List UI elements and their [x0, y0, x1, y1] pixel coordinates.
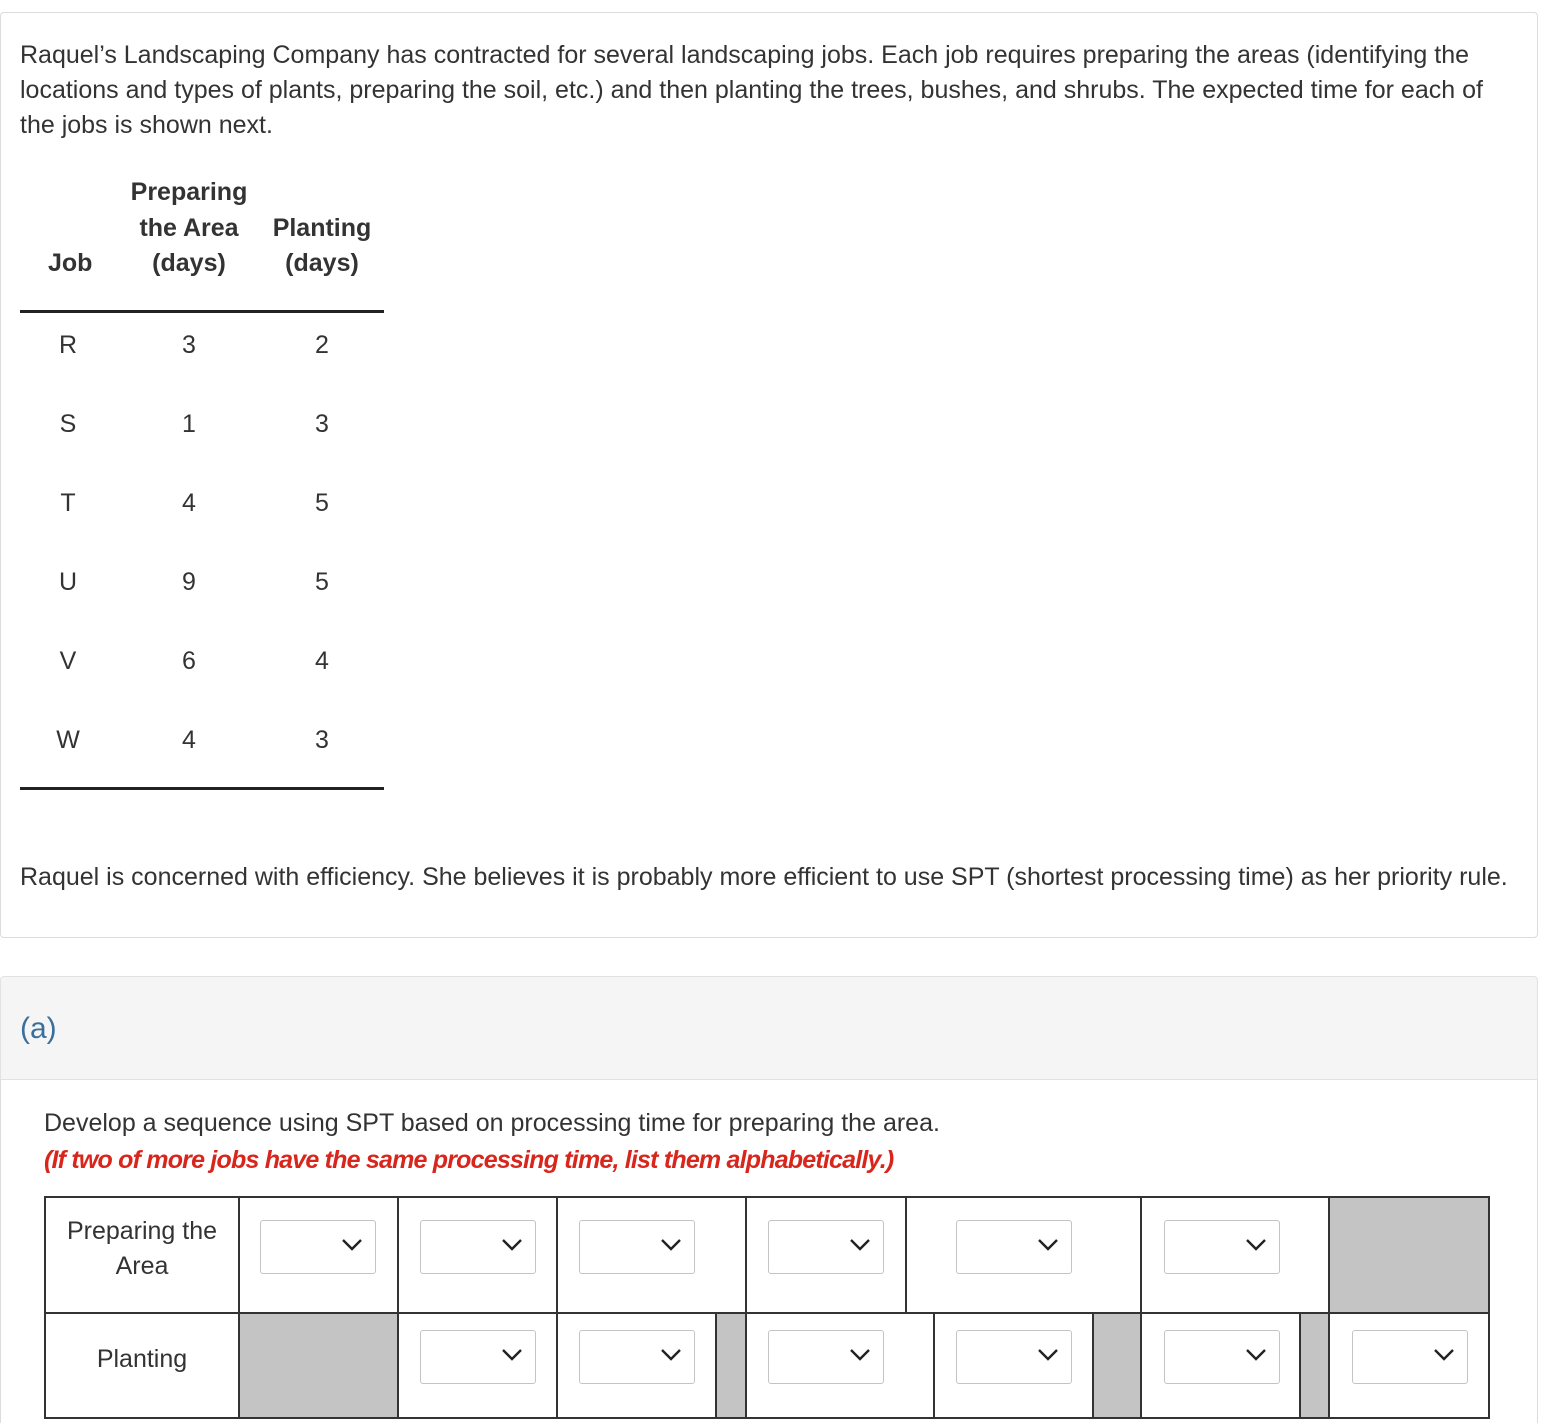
table-cell-plant: 5: [315, 489, 329, 517]
chevron-down-icon: [660, 1238, 682, 1252]
chevron-down-icon: [1037, 1348, 1059, 1362]
chevron-down-icon: [501, 1348, 523, 1362]
table-cell-job: R: [58, 331, 78, 359]
table-cell-plant: 4: [315, 647, 329, 675]
sequence-dropdown[interactable]: [1164, 1330, 1280, 1384]
col-divider: [556, 1198, 558, 1417]
sequence-dropdown[interactable]: [579, 1330, 695, 1384]
gray-cell: [1330, 1198, 1488, 1312]
gray-cell: [1094, 1314, 1140, 1417]
table-cell-job: W: [56, 726, 80, 754]
gray-cell: [717, 1314, 745, 1417]
table-cell-prep: 1: [182, 410, 196, 438]
col-divider: [715, 1312, 717, 1417]
row-label-preparing-line2: Area: [115, 1252, 169, 1280]
col-divider: [397, 1198, 399, 1417]
chevron-down-icon: [1037, 1238, 1059, 1252]
chevron-down-icon: [849, 1238, 871, 1252]
row-divider: [46, 1312, 1488, 1314]
header-plant-line1: Planting: [272, 214, 372, 242]
header-job: Job: [48, 249, 93, 277]
sequence-dropdown[interactable]: [768, 1330, 884, 1384]
part-label: (a): [20, 1012, 57, 1045]
table-bottom-rule: [20, 787, 384, 790]
sequence-dropdown[interactable]: [420, 1330, 536, 1384]
table-cell-prep: 3: [182, 331, 196, 359]
chevron-down-icon: [1245, 1238, 1267, 1252]
header-plant-line2: (days): [285, 249, 359, 277]
table-cell-plant: 3: [315, 726, 329, 754]
chevron-down-icon: [1245, 1348, 1267, 1362]
table-cell-plant: 2: [315, 331, 329, 359]
col-divider: [238, 1198, 240, 1417]
table-cell-job: S: [59, 410, 77, 438]
table-cell-prep: 9: [182, 568, 196, 596]
chevron-down-icon: [849, 1348, 871, 1362]
sequence-dropdown[interactable]: [579, 1220, 695, 1274]
sequence-table: [44, 1196, 1490, 1419]
col-divider: [1092, 1312, 1094, 1417]
sequence-dropdown[interactable]: [956, 1330, 1072, 1384]
chevron-down-icon: [1433, 1348, 1455, 1362]
table-cell-job: V: [59, 647, 77, 675]
chevron-down-icon: [501, 1238, 523, 1252]
col-divider: [745, 1312, 747, 1417]
sequence-dropdown[interactable]: [1164, 1220, 1280, 1274]
col-divider: [745, 1198, 747, 1312]
table-cell-prep: 4: [182, 489, 196, 517]
col-divider: [933, 1312, 935, 1417]
concern-text: Raquel is concerned with efficiency. She believes it is probably more efficient to use SPT (shortest processing time) as her priority rule.: [20, 863, 1508, 891]
table-top-rule: [20, 310, 384, 313]
gray-cell: [1301, 1314, 1328, 1417]
table-cell-job: U: [58, 568, 78, 596]
col-divider: [905, 1198, 907, 1312]
sequence-dropdown[interactable]: [956, 1220, 1072, 1274]
header-prep-line1: Preparing: [130, 178, 248, 206]
sequence-dropdown[interactable]: [260, 1220, 376, 1274]
table-cell-prep: 4: [182, 726, 196, 754]
sequence-dropdown[interactable]: [420, 1220, 536, 1274]
col-divider: [1328, 1198, 1330, 1417]
row-label-planting: Planting: [96, 1345, 188, 1373]
intro-text: Raquel’s Landscaping Company has contracted for several landscaping jobs. Each job requires preparing the areas (identifying the locations and types of plants, preparing the soil, etc.) and then planting the trees, bushes, and shrubs. The expected time for each of the jobs is shown next.: [20, 41, 1483, 139]
header-prep-line3: (days): [152, 249, 226, 277]
part-header: [0, 976, 1538, 1080]
table-cell-plant: 3: [315, 410, 329, 438]
col-divider: [1299, 1312, 1301, 1417]
question-note: (If two of more jobs have the same processing time, list them alphabetically.): [44, 1146, 894, 1174]
problem-card: [0, 12, 1538, 938]
chevron-down-icon: [660, 1348, 682, 1362]
question-text: Develop a sequence using SPT based on processing time for preparing the area.: [44, 1109, 940, 1137]
row-label-preparing: [46, 1214, 238, 1284]
header-prep-line2: the Area: [139, 214, 239, 242]
table-cell-prep: 6: [182, 647, 196, 675]
gray-cell: [238, 1314, 397, 1417]
col-divider: [1140, 1198, 1142, 1417]
row-label-preparing-line1: Preparing the: [66, 1217, 218, 1245]
table-cell-job: T: [60, 489, 76, 517]
chevron-down-icon: [341, 1238, 363, 1252]
sequence-dropdown[interactable]: [1352, 1330, 1468, 1384]
sequence-dropdown[interactable]: [768, 1220, 884, 1274]
table-cell-plant: 5: [315, 568, 329, 596]
